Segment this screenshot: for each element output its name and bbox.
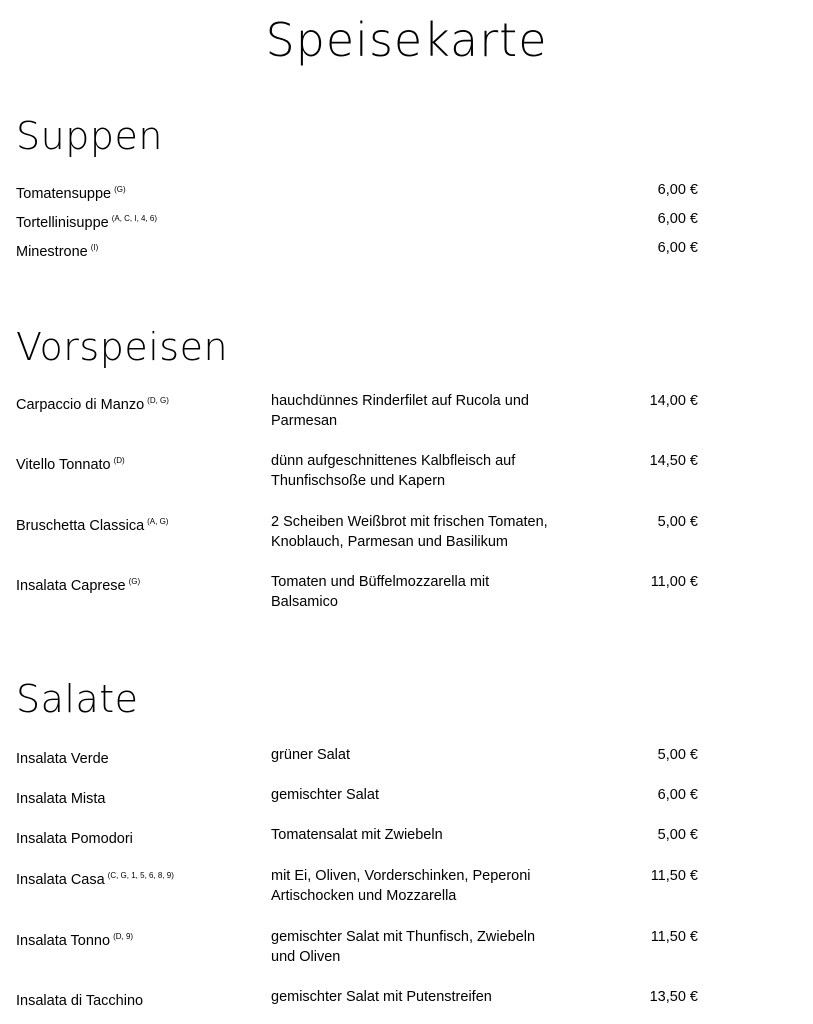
- item-price: 6,00 €: [657, 182, 698, 198]
- page-title: Speisekarte: [265, 13, 548, 67]
- item-allergens: (D, 9): [113, 932, 134, 941]
- item-price: 5,00 €: [657, 827, 698, 843]
- item-price: 11,50 €: [650, 929, 698, 945]
- item-allergens: (G): [128, 577, 141, 586]
- item-price: 11,00 €: [650, 574, 698, 590]
- item-description: hauchdünnes Rinderfilet auf Rucola und Parmesan: [271, 393, 529, 429]
- item-name: Insalata Caprese $^{(G)}$: [16, 577, 141, 594]
- item-description: dünn aufgeschnittenes Kalbfleisch auf Thunfischsoße und Kapern: [271, 453, 516, 489]
- item-name: Insalata Verde: [16, 751, 109, 767]
- item-description: mit Ei, Oliven, Vorderschinken, Peperoni Artischocken und Mozzarella: [271, 868, 531, 904]
- item-price: 6,00 €: [657, 787, 698, 803]
- item-price: 11,50 €: [650, 868, 698, 884]
- item-price: 6,00 €: [657, 240, 698, 256]
- item-price: 13,50 €: [649, 989, 698, 1005]
- item-price: 5,00 €: [657, 747, 698, 763]
- item-price: 6,00 €: [657, 211, 698, 227]
- item-name: Insalata Mista: [16, 791, 106, 807]
- item-name: Insalata Tonno $^{(D, 9)}$: [16, 932, 134, 949]
- item-description: Tomatensalat mit Zwiebeln: [271, 827, 443, 843]
- item-name: Minestrone $^{(I)}$: [16, 243, 99, 260]
- item-name: Tomatensuppe $^{(G)}$: [16, 185, 126, 202]
- item-description: grüner Salat: [271, 747, 350, 763]
- item-allergens: (I): [90, 243, 99, 252]
- item-allergens: (D): [113, 456, 125, 465]
- item-name: Insalata di Tacchino: [16, 993, 144, 1009]
- item-allergens: (G): [114, 185, 126, 194]
- item-name: Vitello Tonnato $^{(D)}$: [16, 456, 125, 473]
- item-allergens: (A, C, I, 4, 6): [111, 214, 158, 223]
- section-title-salate: Salate: [16, 677, 139, 721]
- item-allergens: (D, G): [147, 396, 169, 405]
- item-price: 5,00 €: [657, 514, 698, 530]
- item-allergens: (A, G): [147, 517, 169, 526]
- item-name: Insalata Pomodori: [16, 831, 133, 847]
- item-description: gemischter Salat: [271, 787, 379, 803]
- item-description: gemischter Salat mit Putenstreifen: [271, 989, 492, 1005]
- item-description: Tomaten und Büffelmozzarella mit Balsamico: [271, 574, 490, 610]
- section-title-vorspeisen: Vorspeisen: [16, 325, 229, 369]
- item-description: 2 Scheiben Weißbrot mit frischen Tomaten, Knoblauch, Parmesan und Basilikum: [271, 514, 548, 550]
- item-name: Bruschetta Classica $^{(A, G)}$: [16, 517, 169, 534]
- item-name: Insalata Casa $^{(C, G, 1, 5, 6, 8, 9)}$: [16, 871, 174, 888]
- section-title-suppen: Suppen: [16, 114, 163, 158]
- item-allergens: (C, G, 1, 5, 6, 8, 9): [107, 871, 174, 880]
- item-price: 14,00 €: [649, 393, 698, 409]
- item-name: Carpaccio di Manzo $^{(D, G)}$: [16, 396, 169, 413]
- item-description: gemischter Salat mit Thunfisch, Zwiebeln und Oliven: [271, 929, 536, 965]
- item-name: Tortellinisuppe $^{(A, C, I, 4, 6)}$: [16, 214, 158, 231]
- item-price: 14,50 €: [649, 453, 698, 469]
